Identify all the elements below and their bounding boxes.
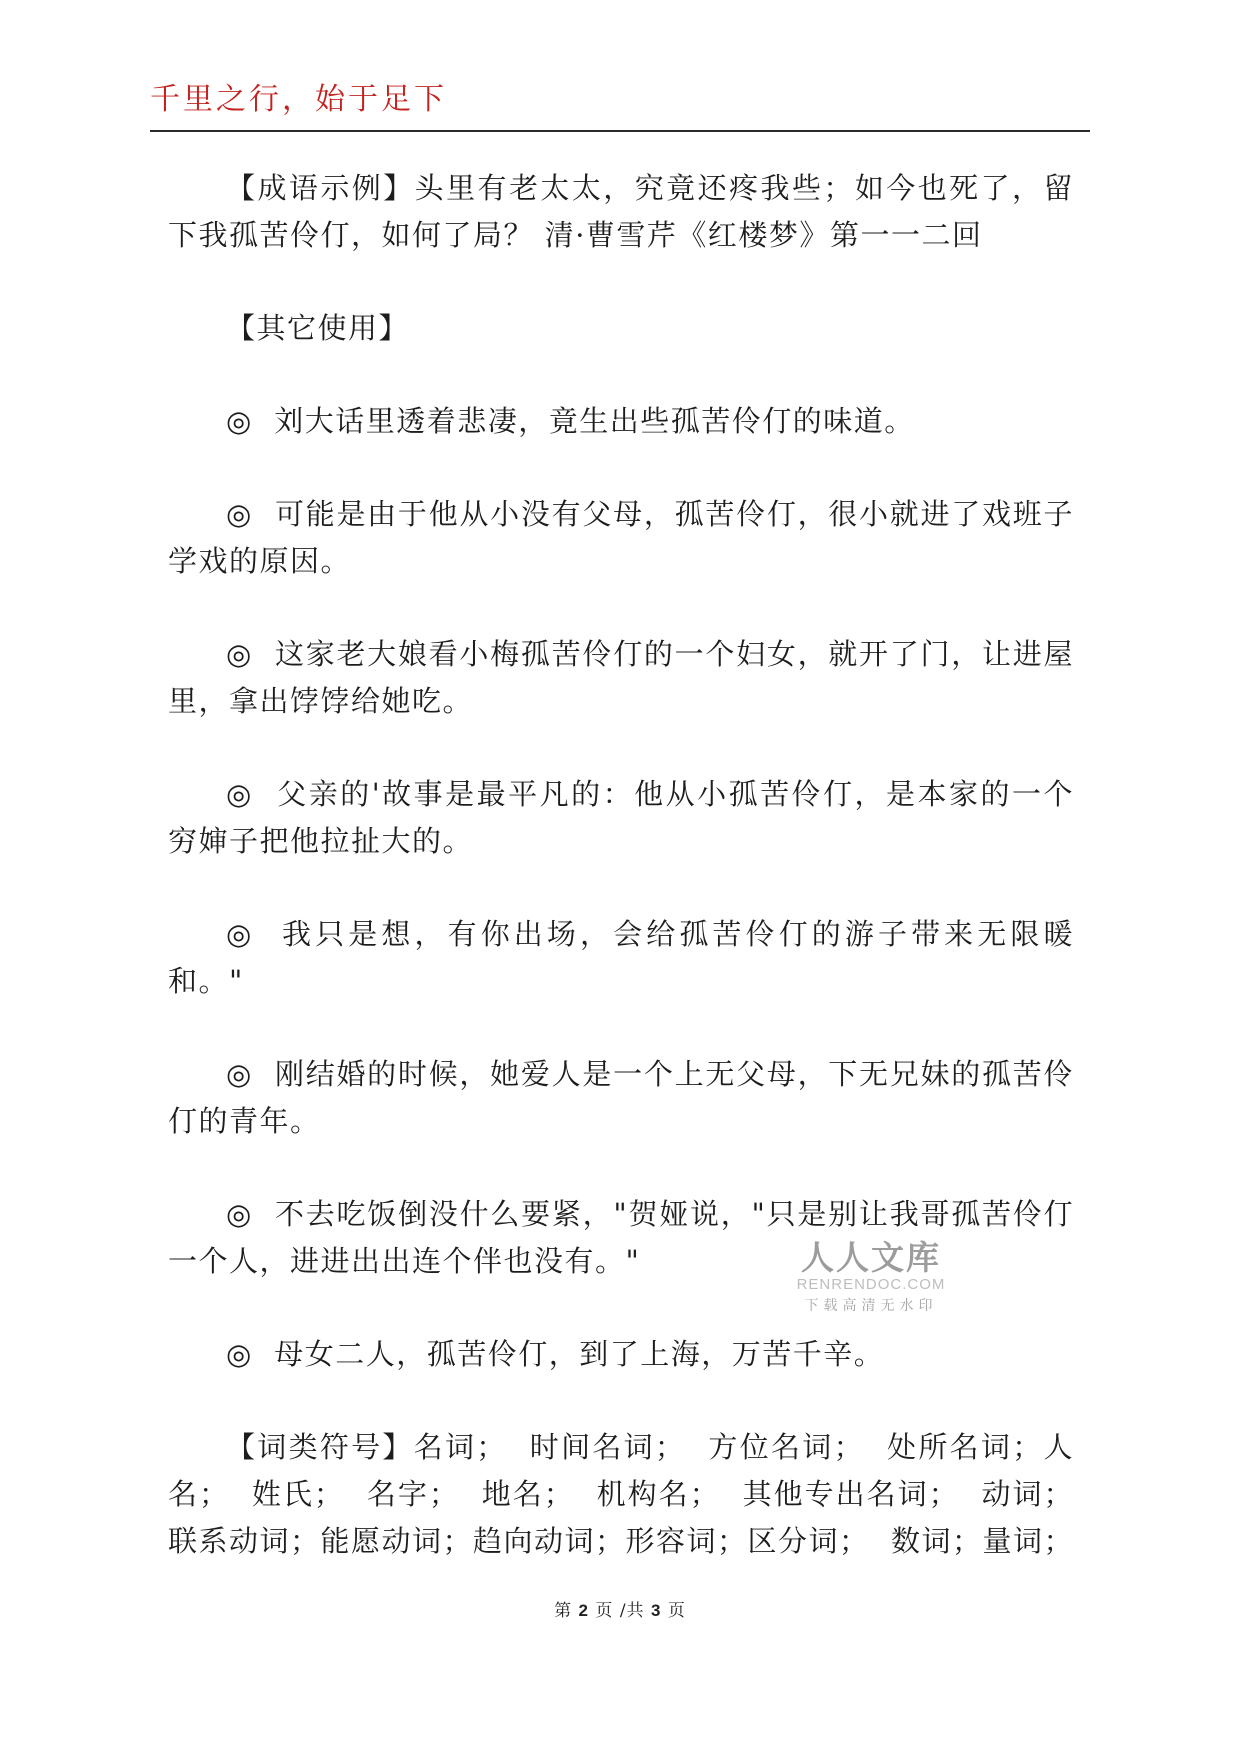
footer-total-pages: 3 bbox=[650, 1601, 662, 1620]
header-slogan: 千里之行，始于足下 bbox=[150, 82, 447, 117]
body-paragraph-usage-2: ◎ 可能是由于他从小没有父母，孤苦伶仃，很小就进了戏班子学戏的原因。 bbox=[168, 497, 1074, 578]
footer-infix: 页 /共 bbox=[589, 1601, 651, 1621]
watermark-domain: RENRENDOC.COM bbox=[796, 1276, 946, 1293]
body-paragraph-usage-4: ◎ 父亲的'故事是最平凡的：他从小孤苦伶仃，是本家的一个穷婶子把他拉扯大的。 bbox=[168, 777, 1074, 858]
body-paragraph-usage-5: ◎ 我只是想，有你出场，会给孤苦伶仃的游子带来无限暖和。" bbox=[168, 917, 1074, 998]
body-paragraph-usage-6: ◎ 刚结婚的时候，她爱人是一个上无父母，下无兄妹的孤苦伶仃的青年。 bbox=[168, 1057, 1074, 1138]
body-paragraph-usage-7: ◎ 不去吃饭倒没什么要紧，"贺娅说，"只是别让我哥孤苦伶仃一个人，进进出出连个伴也没有。" bbox=[168, 1197, 1074, 1278]
body-paragraph-idiom-example: 【成语示例】头里有老太太，究竟还疼我些；如今也死了，留下我孤苦伶仃，如何了局？ 清·曹雪芹《红楼梦》第一一二回 bbox=[168, 171, 1074, 252]
document-body bbox=[168, 165, 1074, 1611]
body-paragraph-word-classes: 【词类符号】名词； 时间名词； 方位名词； 处所名词；人名； 姓氏； 名字； 地名； 机构名； 其他专出名词； 动词；联系动词；能愿动词；趋向动词；形容词；区分词； 数词；量词； bbox=[168, 1430, 1074, 1558]
watermark-brand: 人人文库 bbox=[801, 1238, 941, 1277]
body-paragraph-other-usage-heading: 【其它使用】 bbox=[226, 311, 410, 345]
footer-suffix: 页 bbox=[661, 1601, 686, 1621]
footer-current-page: 2 bbox=[578, 1601, 590, 1620]
body-paragraph-usage-8: ◎ 母女二人，孤苦伶仃，到了上海，万苦千辛。 bbox=[226, 1337, 885, 1371]
watermark-tagline: 下载高清无水印 bbox=[804, 1298, 938, 1314]
footer-prefix: 第 bbox=[554, 1601, 579, 1621]
page-footer bbox=[0, 1598, 1240, 1624]
header-rule bbox=[150, 130, 1090, 132]
body-paragraph-usage-1: ◎ 刘大话里透着悲凄，竟生出些孤苦伶仃的味道。 bbox=[226, 404, 915, 438]
body-paragraph-usage-3: ◎ 这家老大娘看小梅孤苦伶仃的一个妇女，就开了门，让进屋里，拿出饽饽给她吃。 bbox=[168, 637, 1074, 718]
